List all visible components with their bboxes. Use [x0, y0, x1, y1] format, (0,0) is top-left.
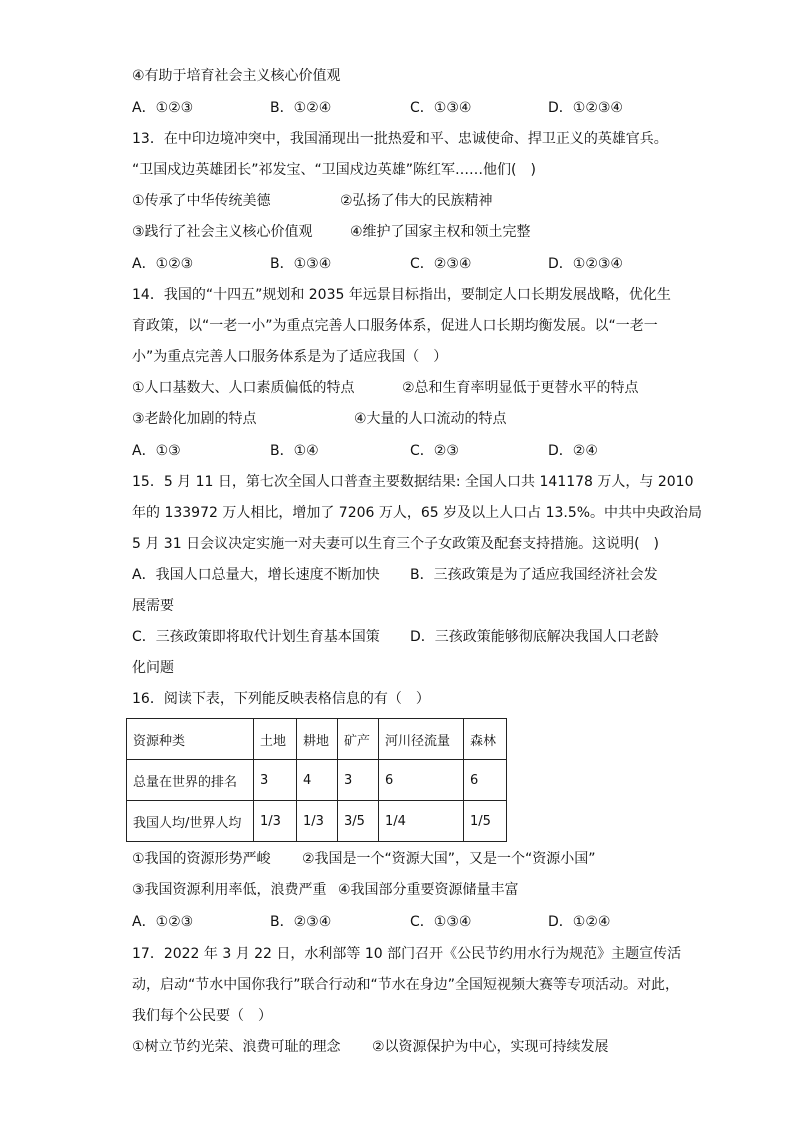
question-15-text: 15．5 月 11 日，第七次全国人口普查主要数据结果: 全国人口共 141178 万人，与 2010: [132, 474, 694, 490]
table-header-cell: 耕地: [297, 719, 338, 760]
choice-b-cont: 展需要: [132, 598, 174, 614]
question-14-text-cont: 育政策，以“一老一小”为重点完善人口服务体系，促进人口长期均衡发展。以“一老一: [132, 318, 658, 334]
table-row: [127, 760, 507, 801]
choice-c[interactable]: C．①③④: [410, 914, 472, 930]
question-15-text-cont: 年的 133972 万人相比，增加了 7206 万人，65 岁及以上人口占 13.5%。中共中央政治局: [132, 505, 703, 521]
table-cell: 1/3: [297, 801, 338, 842]
choice-b[interactable]: B．三孩政策是为了适应我国经济社会发: [410, 567, 658, 583]
table-cell: 4: [297, 760, 338, 801]
question-17-text: 17．2022 年 3 月 22 日，水利部等 10 部门召开《公民节约用水行为规范》主题宣传活: [132, 946, 682, 962]
question-17-text-cont: 动，启动“节水中国你我行”联合行动和“节水在身边”全国短视频大赛等专项活动。对此，: [132, 977, 680, 993]
question-15-text-cont2: 5 月 31 日会议决定实施一对夫妻可以生育三个子女政策及配套支持措施。这说明( ): [132, 536, 659, 552]
choice-c[interactable]: C．②③: [410, 443, 459, 459]
choice-a[interactable]: A．我国人口总量大，增长速度不断加快: [132, 567, 380, 583]
statement-1: ①人口基数大、人口素质偏低的特点: [132, 380, 355, 396]
statement-2: ②我国是一个“资源大国”，又是一个“资源小国”: [302, 851, 596, 867]
statement-4: ④我国部分重要资源储量丰富: [338, 882, 519, 898]
choice-b[interactable]: B．①④: [270, 443, 319, 459]
question-13-text-cont: “卫国戍边英雄团长”祁发宝、“卫国戍边英雄”陈红军……他们( ): [132, 162, 536, 178]
choice-c[interactable]: C．三孩政策即将取代计划生育基本国策: [132, 629, 380, 645]
table-header-row: [127, 719, 507, 760]
statement-1: ①树立节约光荣、浪费可耻的理念: [132, 1039, 341, 1055]
statement-2: ②弘扬了伟大的民族精神: [340, 193, 493, 209]
statement-4: ④维护了国家主权和领土完整: [350, 224, 531, 240]
choice-d[interactable]: D．①②④: [548, 914, 611, 930]
choice-b[interactable]: B．①②④: [270, 100, 332, 116]
choice-d-cont: 化问题: [132, 660, 174, 676]
question-13-text: 13．在中印边境冲突中，我国涌现出一批热爱和平、忠诚使命、捍卫正义的英雄官兵。: [132, 131, 668, 147]
resource-table: [126, 718, 507, 842]
choice-d[interactable]: D．②④: [548, 443, 598, 459]
choice-c[interactable]: C．①③④: [410, 100, 472, 116]
choice-a[interactable]: A．①②③: [132, 914, 194, 930]
table-cell: 3: [254, 760, 297, 801]
choice-c[interactable]: C．②③④: [410, 256, 472, 272]
statement-4: ④大量的人口流动的特点: [354, 411, 507, 427]
table-header-cell: 土地: [254, 719, 297, 760]
question-14-text-cont2: 小”为重点完善人口服务体系是为了适应我国（ ）: [132, 349, 448, 365]
table-header-cell: 矿产: [338, 719, 379, 760]
table-cell: 我国人均/世界人均: [127, 801, 254, 842]
table-cell: 1/5: [464, 801, 507, 842]
table-cell: 6: [464, 760, 507, 801]
option-4-line: ④有助于培育社会主义核心价值观: [132, 68, 341, 84]
statement-3: ③老龄化加剧的特点: [132, 411, 257, 427]
table-cell: 1/3: [254, 801, 297, 842]
choice-d[interactable]: D．①②③④: [548, 256, 623, 272]
question-17-text-cont2: 我们每个公民要（ ）: [132, 1008, 272, 1024]
table-header-cell: 资源种类: [127, 719, 254, 760]
question-14-text: 14．我国的“十四五”规划和 2035 年远景目标指出，要制定人口长期发展战略，优化生: [132, 287, 671, 303]
choice-d[interactable]: D．三孩政策能够彻底解决我国人口老龄: [410, 629, 659, 645]
choice-a[interactable]: A．①②③: [132, 100, 194, 116]
choice-a[interactable]: A．①②③: [132, 256, 194, 272]
table-header-cell: 河川径流量: [379, 719, 464, 760]
statement-3: ③践行了社会主义核心价值观: [132, 224, 313, 240]
statement-1: ①我国的资源形势严峻: [132, 851, 271, 867]
statement-1: ①传承了中华传统美德: [132, 193, 271, 209]
table-cell: 1/4: [379, 801, 464, 842]
choice-a[interactable]: A．①③: [132, 443, 181, 459]
table-cell: 3/5: [338, 801, 379, 842]
question-16-text: 16．阅读下表，下列能反映表格信息的有（ ）: [132, 691, 430, 707]
table-cell: 总量在世界的排名: [127, 760, 254, 801]
choice-b[interactable]: B．②③④: [270, 914, 332, 930]
statement-3: ③我国资源利用率低，浪费严重: [132, 882, 327, 898]
statement-2: ②总和生育率明显低于更替水平的特点: [402, 380, 639, 396]
choice-b[interactable]: B．①③④: [270, 256, 332, 272]
table-cell: 3: [338, 760, 379, 801]
table-header-cell: 森林: [464, 719, 507, 760]
statement-2: ②以资源保护为中心，实现可持续发展: [372, 1039, 609, 1055]
table-cell: 6: [379, 760, 464, 801]
table-row: [127, 801, 507, 842]
choice-d[interactable]: D．①②③④: [548, 100, 623, 116]
